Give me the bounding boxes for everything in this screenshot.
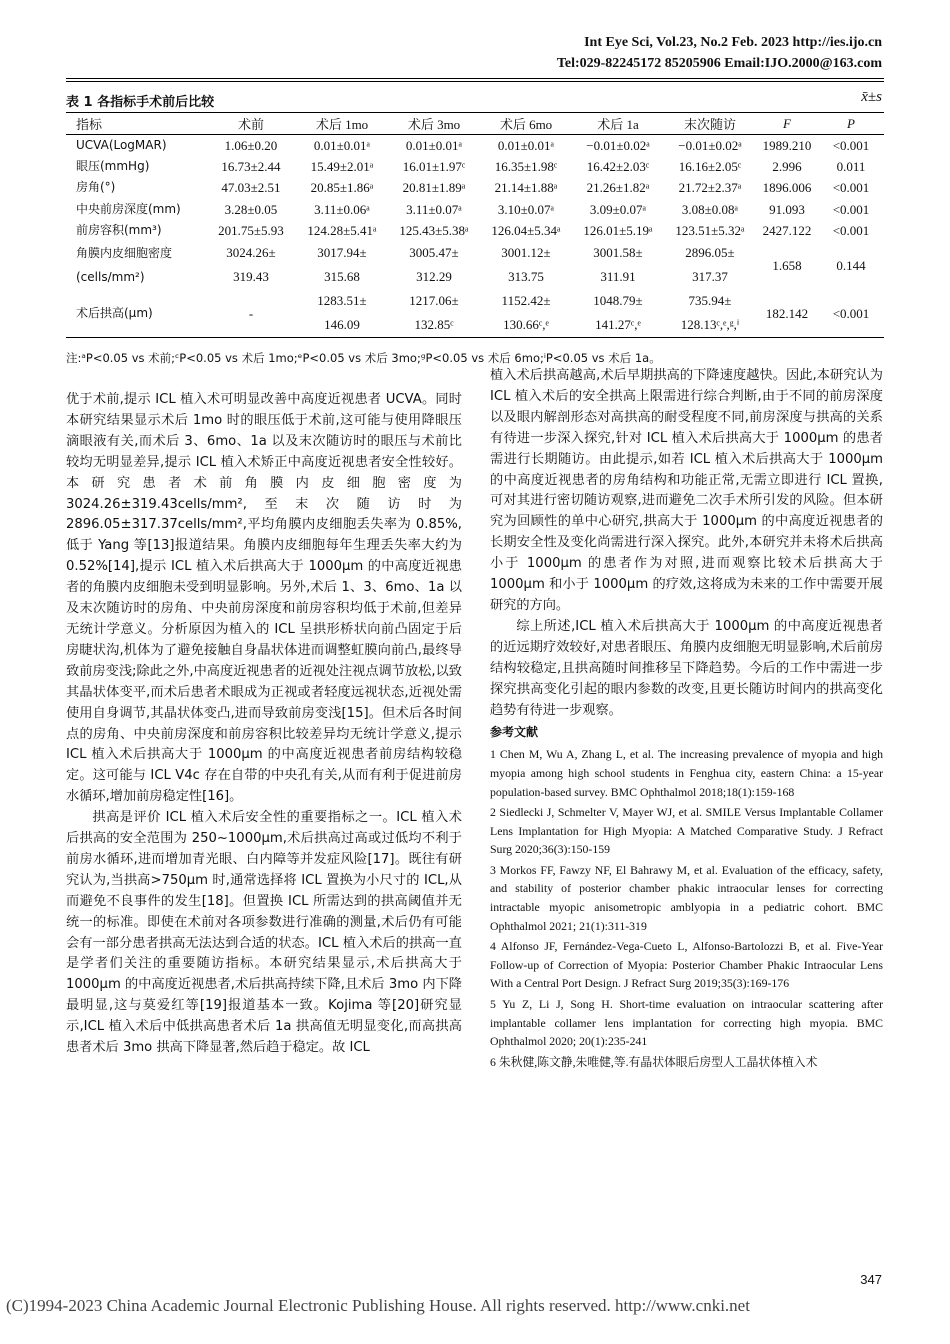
cell-line: 3017.94± [317,245,367,261]
table-cell: 0.01±0.01ᵃ [405,138,463,153]
table-cell: 0.011 [836,159,866,175]
paragraph: 拱高是评价 ICL 植入术后安全性的重要指标之一。ICL 植入术后拱高的安全范围为 250~1000μm,术后拱高过高或过低均不利于前房水循环,进而增加青光眼、白内障等并发症风险[17]。既往有研究认为,当拱高>750μm 时,通常选择将 ICL 置换为小尺寸的 ICL,从而避免不良事件的发生[18]。但置换 ICL 所需达到的拱高阈值并无统一的标准。即使在术前对各项参数进行准确的测量,术后仍有可能会有一部分患者拱高无法达到合适的状态。ICL 植入术后的拱高一直是学者们关注的重要随访指标。本研究结果显示,术后拱高大于 1000μm 的中高度近视患者,术后拱高持续下降,且术后 3mo 内下降最明显,这与莫爱红等[19]报道基本一致。Kojima 等[20]研究显示,ICL 植入术后中低拱高患者术后 1a 拱高值无明显变化,而高拱高患者术后 3mo 拱高下降显著,然后趋于稳定。故 ICL [66,810,462,1056]
table-cell: 20.85±1.86ᵃ [310,180,374,196]
reference-item: 1 Chen M, Wu A, Zhang L, et al. The increasing prevalence of myopia and high myopia among high school students in Fenghua city, eastern China: a 15-year population-based survey. BMC Ophthalmol 2018;18(1):159-168 [490,747,883,799]
cell-line: 1152.42± [501,293,551,309]
reference-item: 6 朱秋健,陈文静,朱唯健,等.有晶状体眼后房型人工晶状体植入术 [490,1054,818,1069]
cell-line: 1217.06± [409,293,459,309]
col-header: 指标 [66,113,206,135]
ecd-label-1: 角膜内皮细胞密度 [76,246,173,261]
cell-line: 313.75 [508,269,544,285]
page-number: 347 [860,1272,882,1287]
cell-line: 3001.12± [501,245,551,261]
cell-line: 319.43 [233,269,269,285]
right-column [490,366,883,1071]
table-cell: 21.26±1.82ᵃ [586,180,650,196]
table-cell [480,241,572,289]
table-cell: 3.10±0.07ᵃ [497,201,555,217]
col-header: 术后 1mo [296,113,388,135]
cell-line: 2896.05± [685,245,735,261]
table-cell: 3.09±0.07ᵃ [589,201,647,217]
cell-line: 146.09 [324,317,360,333]
table-cell [388,241,480,289]
table-cell: 16.73±2.44 [221,159,281,175]
cell-line: 3005.47± [409,245,459,261]
contact-line: Tel:029-82245172 85205906 Email:IJO.2000@163.com [556,56,882,71]
cell-line: 315.68 [324,269,360,285]
table-cell: 0.144 [836,257,866,273]
table-row [66,199,884,220]
table-cell: 0.01±0.01ᵃ [497,138,555,153]
table-cell: 16.35±1.98ᶜ [494,159,558,175]
table-cell: <0.001 [832,223,870,239]
table-cell: 3.08±0.08ᵃ [681,201,739,217]
table-cell: 125.43±5.38ᵃ [399,223,469,239]
cell-line: 130.66ᶜ,ᵉ [503,317,549,333]
table-cell: 126.04±5.34ᵃ [491,223,561,239]
cell-line: 1283.51± [317,293,367,309]
table-cell: 3.11±0.07ᵃ [406,201,462,217]
cell-line: 311.91 [600,269,636,285]
cell-line: 132.85ᶜ [414,317,454,333]
table-row [66,156,884,177]
table-cell: 15.49±2.01ᵃ [310,159,374,175]
table-cell [296,241,388,289]
table-cell [664,289,756,338]
table-cell: 124.28±5.41ᵃ [307,223,377,239]
references-heading: 参考文献 [490,725,539,740]
table-cell: −0.01±0.02ᵃ [678,138,742,153]
reference-item: 2 Siedlecki J, Schmelter V, Mayer WJ, et al. SMILE Versus Implantable Collamer Lens Implantation for High Myopia: A Matched Comparative Study. J Refract Surg 2020;36(3):150-159 [490,805,883,857]
table-row-vault [66,289,884,338]
table-cell: 1896.006 [762,180,812,196]
paragraph: 综上所述,ICL 植入术后拱高大于 1000μm 的中高度近视患者的近远期疗效较好,对患者眼压、角膜内皮细胞无明显影响,术后前房结构较稳定,且拱高随时间推移呈下降趋势。今后的工作中需进一步探究拱高变化引起的眼内参数的改变,且更长随访时间内的拱高变化趋势有待进一步观察。 [490,618,883,718]
table-cell: 3.11±0.06ᵃ [314,201,370,217]
table-cell: 201.75±5.93 [218,223,284,239]
cell-line: 312.29 [416,269,452,285]
table-cell: 2427.122 [762,223,812,239]
table-cell: 47.03±2.51 [221,180,281,196]
table-cell: <0.001 [818,289,884,338]
table-cell: 20.81±1.89ᵃ [402,180,466,196]
table-cell: 21.14±1.88ᵃ [494,180,558,196]
table-cell [296,289,388,338]
table-cell: <0.001 [832,138,870,153]
col-header: 术后 1a [572,113,664,135]
table-cell: 术后拱高(μm) [66,289,206,338]
paragraph: 植入术后拱高越高,术后早期拱高的下降速度越快。因此,本研究认为 ICL 植入术后的安全拱高上限需进行综合判断,由于不同的前房深度以及眼内解剖形态对高拱高的耐受程度不同,前房深度与拱高的关系有待进一步深入探究,针对 ICL 植入术后拱高大于 1000μm 的患者需进行长期随访。由此提示,如若 ICL 植入术后拱高大于 1000μm 的中高度近视患者的房角结构和功能正常,无需立即进行 ICL 置换,可对其进行密切随访观察,进而避免二次手术所引发的风险。但本研究为回顾性的单中心研究,拱高大于 1000μm 的中高度近视患者的长期安全性及变化尚需进行深入探究。此外,本研究并未将术后拱高小于 1000μm 的患者作为对照,进而观察比较术后拱高大于 1000μm 和小于 1000μm 的疗效,这将成为未来的工作中需要开展研究的方向。 [490,368,883,613]
table-cell: 房角(°) [76,180,116,195]
table-row [66,220,884,241]
table-cell [572,289,664,338]
cell-line: 735.94± [688,293,732,309]
cell-line: 317.37 [692,269,728,285]
table-cell: <0.001 [832,180,870,196]
table-row [66,135,884,157]
table-cell: 前房容积(mm³) [76,223,162,238]
col-header: 末次随访 [664,113,756,135]
col-header: 术后 3mo [388,113,480,135]
reference-item: 3 Morkos FF, Fawzy NF, El Bahrawy M, et al. Evaluation of the efficacy, safety, and stability of posterior chamber phakic intraocular lenses for correcting intractable myopic anisometropic amblyopia in a pediatric cohort. BMC Ophthalmol 2021; 21(1):311-319 [490,862,883,933]
table-note: 注:ᵃP<0.05 vs 术前;ᶜP<0.05 vs 术后 1mo;ᵉP<0.05 vs 术后 3mo;ᵍP<0.05 vs 术后 6mo;ⁱP<0.05 vs 术后 1a。 [66,351,661,365]
copyright-footer: (C)1994-2023 China Academic Journal Electronic Publishing House. All rights reserved. http://www.cnki.net [6,1296,750,1315]
table-cell: 123.51±5.32ᵃ [675,223,745,239]
table-cell: 16.01±1.97ᶜ [402,159,466,175]
cell-line: 141.27ᶜ,ᵉ [595,317,641,333]
cell-line: 3024.26± [226,245,276,261]
col-header: F [756,113,818,135]
table-row [66,177,884,198]
table-cell: - [206,289,296,338]
table-header-row [66,113,884,135]
table-cell [66,241,206,289]
table-cell: 16.42±2.03ᶜ [586,159,650,175]
table-cell: 0.01±0.01ᵃ [313,138,371,153]
header-rule-2 [66,81,884,82]
table-cell: 2.996 [772,159,802,175]
table-stat-label: x̄±s [861,89,882,105]
cell-line: 1048.79± [593,293,643,309]
col-header: 术后 6mo [480,113,572,135]
table-cell: 182.142 [756,289,818,338]
reference-item: 5 Yu Z, Li J, Song H. Short-time evaluation on intraocular scattering after implantable collamer lens implantation for correcting high myopia. BMC Ophthalmol 2020; 20(1):235-241 [490,997,883,1049]
reference-item: 4 Alfonso JF, Fernández-Vega-Cueto L, Alfonso-Bartolozzi B, et al. Five-Year Follow-up of Correction of Myopia: Posterior Chamber Phakic Intraocular Lens With a Central Port Design. J Refract Surg 2019;35(3):169-176 [490,939,883,991]
table-cell [388,289,480,338]
table-cell [572,241,664,289]
running-header [462,32,882,74]
table-cell: 1.06±0.20 [224,138,278,153]
table-cell: 1989.210 [762,138,812,153]
table-cell: 126.01±5.19ᵃ [583,223,653,239]
table-cell [664,241,756,289]
cell-line: 3001.58± [593,245,643,261]
col-header: 术前 [206,113,296,135]
cell-line: 128.13ᶜ,ᵉ,ᵍ,ⁱ [680,317,740,333]
table-cell [480,289,572,338]
table-cell: 中央前房深度(mm) [76,201,181,216]
header-rule [66,78,884,79]
table-title: 表 1 各指标手术前后比较 [66,95,215,110]
table-cell: 91.093 [769,201,805,217]
left-column [66,390,462,1059]
table-cell: 1.658 [772,257,802,273]
table-cell: 21.72±2.37ᵃ [678,180,742,196]
ecd-label-2: (cells/mm²) [76,270,145,285]
paragraph: 优于术前,提示 ICL 植入术可明显改善中高度近视患者 UCVA。同时本研究结果显示术后 1mo 时的眼压低于术前,这可能与使用降眼压滴眼液有关,而术后 3、6mo、1a 以及末次随访时的眼压与术前比较均无明显差异,提示 ICL 植入术矫正中高度近视患者安全性较好。本研究患者术前角膜内皮细胞密度为 3024.26±319.43cells/mm²,至末次随访时为 2896.05±317.37cells/mm²,平均角膜内皮细胞丢失率为 0.85%,低于 Yang 等[13]报道结果。角膜内皮细胞每年生理丢失率大约为 0.52%[14],提示 ICL 植入术后拱高大于 1000μm 的中高度近视患者的角膜内皮细胞未受到明显影响。另外,术后 1、3、6mo、1a 以及末次随访时的房角、中央前房深度和前房容积均低于术前,但差异无统计学意义。分析原因为植入的 ICL 呈拱形桥状向前凸固定于后房睫状沟,机体为了避免接触自身晶状体进而调整虹膜向前凸,最终导致前房变浅;除此之外,中高度近视患者的近视处注视点调节放松,以致其晶状体变平,而术后患者术眼成为正视或者轻度远视状态,近视处需使用自身调节,其晶状体变凸,进而导致前房变浅[15]。但术后各时间点的房角、中央前房深度和前房容积比较差异均无统计学意义,提示 ICL 植入术后拱高大于 1000μm 的中高度近视患者前房结构较稳定。这可能与 ICL V4c 存在自带的中央孔有关,从而有利于促进前房水循环,增加前房稳定性[16]。 [66,392,462,805]
table-cell: 眼压(mmHg) [76,159,150,174]
table-cell: UCVA(LogMAR) [76,138,167,152]
journal-line: Int Eye Sci, Vol.23, No.2 Feb. 2023 http://ies.ijo.cn [584,35,882,50]
table-cell: <0.001 [832,201,870,217]
comparison-table [66,112,884,338]
table-cell: 3.28±0.05 [224,201,278,217]
table-cell: 16.16±2.05ᶜ [678,159,742,175]
table-cell [206,241,296,289]
table-cell: −0.01±0.02ᵃ [586,138,650,153]
col-header: P [818,113,884,135]
table-row-ecd [66,241,884,289]
